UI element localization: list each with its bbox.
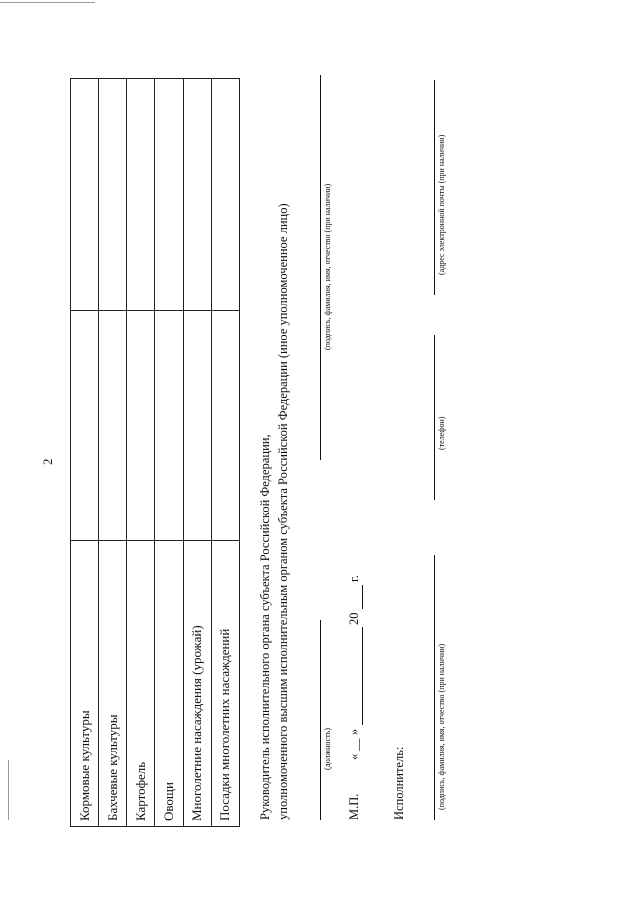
row-label: Бахчевые культуры [99, 541, 127, 827]
table-cell [211, 79, 239, 311]
executor-email-caption: (адрес электронной почты (при наличии) [437, 134, 446, 275]
executor-name-caption: (подпись, фамилия, имя, отчество (при наличии) [437, 643, 446, 810]
table-cell [155, 311, 183, 541]
head-signature-line [320, 75, 321, 460]
row-label: Многолетние насаждения (урожай) [183, 541, 211, 827]
table-cell [155, 79, 183, 311]
row-label: Кормовые культуры [71, 541, 99, 827]
row-label: Картофель [127, 541, 155, 827]
executor-name-line [434, 555, 435, 820]
position-caption: (должность) [323, 728, 332, 770]
table-cell [71, 79, 99, 311]
table-cell [183, 311, 211, 541]
table-row [183, 79, 211, 827]
table-row [71, 79, 99, 827]
table-row [99, 79, 127, 827]
table-row [155, 79, 183, 827]
head-signature-caption: (подпись, фамилия, имя, отчество (при наличии) [323, 183, 332, 350]
table-row [211, 79, 239, 827]
table-cell [99, 79, 127, 311]
date-year-suffix: г. [347, 575, 361, 582]
head-title-line1: Руководитель исполнительного органа субъекта Российской Федерации, [258, 434, 272, 820]
crop-table [70, 78, 240, 827]
executor-phone-line [434, 335, 435, 500]
date-day-blank: __ [347, 738, 361, 751]
date-open-quote: « [347, 753, 361, 760]
table-cell [71, 311, 99, 541]
table-cell [211, 311, 239, 541]
table-cell [99, 311, 127, 541]
page-number: 2 [40, 458, 55, 465]
executor-phone-caption: (телефон) [437, 416, 446, 450]
date-year-line [362, 585, 363, 609]
date-close-quote: » [347, 728, 361, 735]
head-title-line2: уполномоченного высшим исполнительным органом субъекта Российской Федерации (иное уполномоченное лицо) [276, 203, 290, 820]
table-cell [127, 311, 155, 541]
date-month-line [362, 627, 363, 725]
table-row [127, 79, 155, 827]
date-year-prefix: 20 [347, 612, 361, 625]
executor-email-line [434, 80, 435, 295]
table-cell [183, 79, 211, 311]
executor-label: Исполнитель: [392, 746, 406, 820]
row-label: Посадки многолетних насаждений [211, 541, 239, 827]
stamp-label: М.П. [347, 793, 361, 820]
table-cell [127, 79, 155, 311]
position-line [320, 620, 321, 820]
row-label: Овощи [155, 541, 183, 827]
